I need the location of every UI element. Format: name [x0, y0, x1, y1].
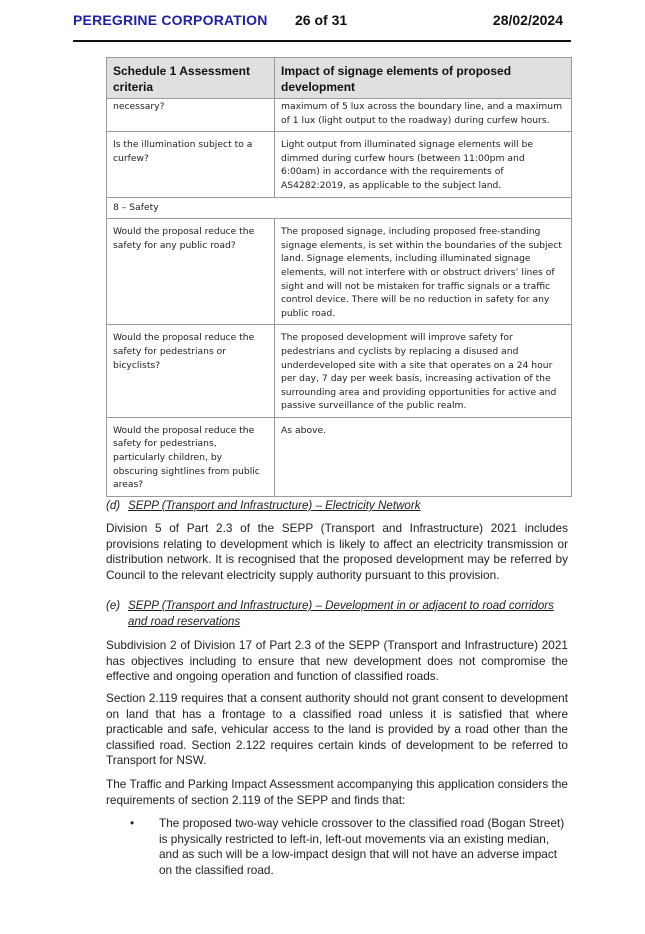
criteria-cell: necessary? — [107, 99, 275, 132]
criteria-cell: Is the illumination subject to a curfew? — [107, 132, 275, 197]
table-header-row — [107, 58, 572, 99]
impact-cell: maximum of 5 lux across the boundary line, and a maximum of 1 lux (light output to the roadway) during curfew hours. — [275, 99, 572, 132]
section-e-paragraph-3: The Traffic and Parking Impact Assessment accompanying this application considers the requirements of section 2.119 of the SEPP and finds that: — [106, 777, 568, 807]
list-item — [130, 816, 568, 878]
header-rule — [73, 40, 571, 42]
section-d-label: (d) — [106, 499, 121, 512]
section-row — [107, 197, 572, 219]
criteria-cell: Would the proposal reduce the safety for pedestrians or bicyclists? — [107, 325, 275, 418]
section-e-paragraph-1: Subdivision 2 of Division 17 of Part 2.3 of the SEPP (Transport and Infrastructure) 2021 has objectives including to ensure that new development does not compromise the effective and ongoing operation and function of classified roads. — [106, 638, 568, 684]
bullet-text: The proposed two-way vehicle crossover to the classified road (Bogan Street) is physically restricted to left-in, left-out movements via an existing median, and as such will be a low-impact design that will not have an adverse impact on the classified road. — [159, 816, 565, 877]
impact-cell: Light output from illuminated signage elements will be dimmed during curfew hours (between 11:00pm and 6:00am) in accordance with the requirements of AS4282:2019, as applicable to the subject land. — [275, 132, 572, 197]
page-header — [73, 12, 563, 34]
section-d-paragraph: Division 5 of Part 2.3 of the SEPP (Transport and Infrastructure) 2021 includes provisions relating to development which is likely to affect an electricity transmission or distribution network. It is recognised that the proposed development may be referred by Council to the relevant electricity supply authority pursuant to this provision. — [106, 521, 568, 582]
bullet-icon: • — [130, 816, 135, 830]
page-number: 26 of 31 — [295, 12, 348, 28]
table-row — [107, 132, 572, 197]
section-d-title: SEPP (Transport and Infrastructure) – Electricity Network — [128, 499, 421, 512]
assessment-table — [106, 57, 572, 497]
table-row — [107, 219, 572, 325]
column-header-impact: Impact of signage elements of proposed development — [275, 58, 572, 99]
section-e-heading — [106, 598, 571, 629]
impact-cell: The proposed signage, including proposed free-standing signage elements, is set within the boundaries of the subject land. Signage elements, including illuminated signage elements, will not interfere with or obstruct drivers’ lines of sight and will not be mistaken for traffic signals or a traffic control device. There will be no reduction in safety for any public road. — [275, 219, 572, 325]
section-title-safety: 8 – Safety — [107, 197, 572, 219]
criteria-cell: Would the proposal reduce the safety for pedestrians, particularly children, by obscuring sightlines from public areas? — [107, 417, 275, 496]
impact-cell: As above. — [275, 417, 572, 496]
document-date: 28/02/2024 — [492, 12, 563, 28]
table-row — [107, 417, 572, 496]
criteria-cell: Would the proposal reduce the safety for any public road? — [107, 219, 275, 325]
company-name: PEREGRINE CORPORATION — [73, 12, 268, 28]
column-header-criteria: Schedule 1 Assessment criteria — [107, 58, 275, 99]
section-e-label: (e) — [106, 599, 121, 612]
table-row — [107, 99, 572, 132]
table-row — [107, 325, 572, 418]
section-e-paragraph-2: Section 2.119 requires that a consent authority should not grant consent to development on land that has a frontage to a classified road unless it is satisfied that where practicable and safe, vehicular access to the land is provided by a road other than the classified road. Section 2.122 requires certain kinds of development to be referred to Transport for NSW. — [106, 691, 568, 768]
impact-cell: The proposed development will improve safety for pedestrians and cyclists by replacing a disused and underdeveloped site with a site that operates on a 24 hour per day, 7 day per week basis, increasing activation of the surrounding area and providing opportunities for active and passive surveillance of the public realm. — [275, 325, 572, 418]
section-d-heading — [106, 498, 571, 514]
section-e-title: SEPP (Transport and Infrastructure) – Development in or adjacent to road corridors and road reservations — [128, 599, 554, 628]
